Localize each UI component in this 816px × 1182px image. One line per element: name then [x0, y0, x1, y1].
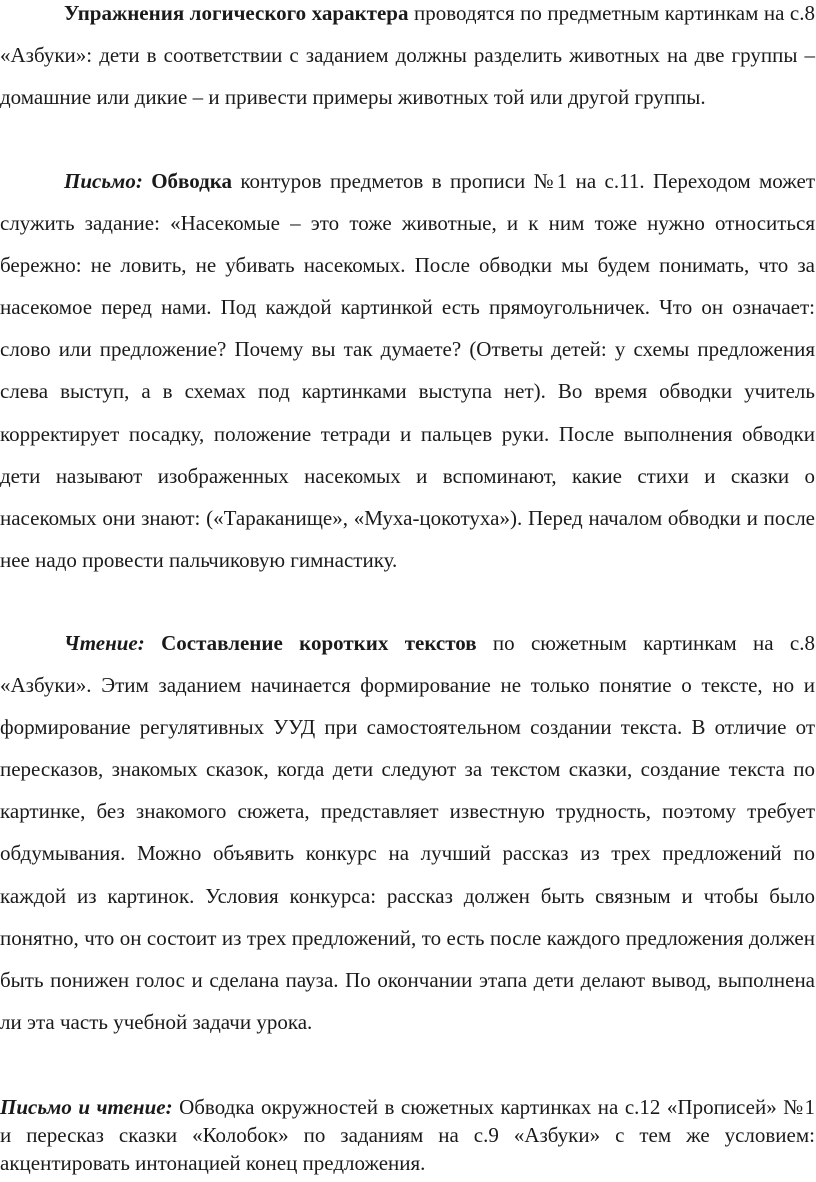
- paragraph-logic-exercises: [0, 0, 815, 118]
- paragraph-text: проводятся по предметным картинкам на с.8 «Азбуки»: дети в соответствии с заданием должны разделить животных на две группы – домашние или дикие – и привести примеры животных той или другой группы.: [0, 1, 815, 109]
- paragraph-lead: Упражнения логического характера: [64, 1, 409, 25]
- paragraph-lead: Составление коротких текстов: [161, 631, 477, 655]
- paragraph-text: контуров предметов в прописи №1 на с.11. Переходом может служить задание: «Насекомые – это тоже животные, и к ним тоже нужно относиться бережно: не ловить, не убивать насекомых. После обводки мы будем понимать, что за насекомое перед нами. Под каждой картинкой есть прямоугольничек. Что он означает: слово или предложение? Почему вы так думаете? (Ответы детей: у схемы предложения слева выступ, а в схемах под картинками выступа нет). Во время обводки учитель корректирует посадку, положение тетради и пальцев руки. После выполнения обводки дети называют изображенных насекомых и вспоминают, какие стихи и сказки о насекомых они знают: («Тараканище», «Муха-цокотуха»). Перед началом обводки и после нее надо провести пальчиковую гимнастику.: [0, 169, 816, 572]
- paragraph-text: по сюжетным картинкам на с.8 «Азбуки». Этим заданием начинается формирование не только понятие о тексте, но и формирование регулятивных УУД при самостоятельном создании текста. В отличие от пересказов, знакомых сказок, когда дети следуют за текстом сказки, создание текста по картинке, без знакомого сюжета, представляет известную трудность, поэтому требует обдумывания. Можно объявить конкурс на лучший рассказ из трех предложений по каждой из картинок. Условия конкурса: рассказ должен быть связным и чтобы было понятно, что он состоит из трех предложений, то есть после каждого предложения должен быть понижен голос и сделана пауза. По окончании этапа дети делают вывод, выполнена ли эта часть учебной задачи урока.: [0, 631, 815, 1034]
- paragraph-writing-and-reading: [0, 1093, 815, 1177]
- paragraph-lead: Обводка: [151, 169, 233, 193]
- section-label: Чтение:: [64, 631, 145, 655]
- paragraph-reading: [0, 622, 815, 1043]
- paragraph-text: Обводка окружностей в сюжетных картинках на с.12 «Прописей» №1 и пересказ сказки «Колобок» по заданиям на с.9 «Азбуки» с тем же условием: акцентировать интонацией конец предложения.: [0, 1095, 815, 1175]
- paragraph-writing: [0, 160, 815, 581]
- section-label: Письмо и чтение:: [0, 1095, 173, 1119]
- section-label: Письмо:: [64, 169, 143, 193]
